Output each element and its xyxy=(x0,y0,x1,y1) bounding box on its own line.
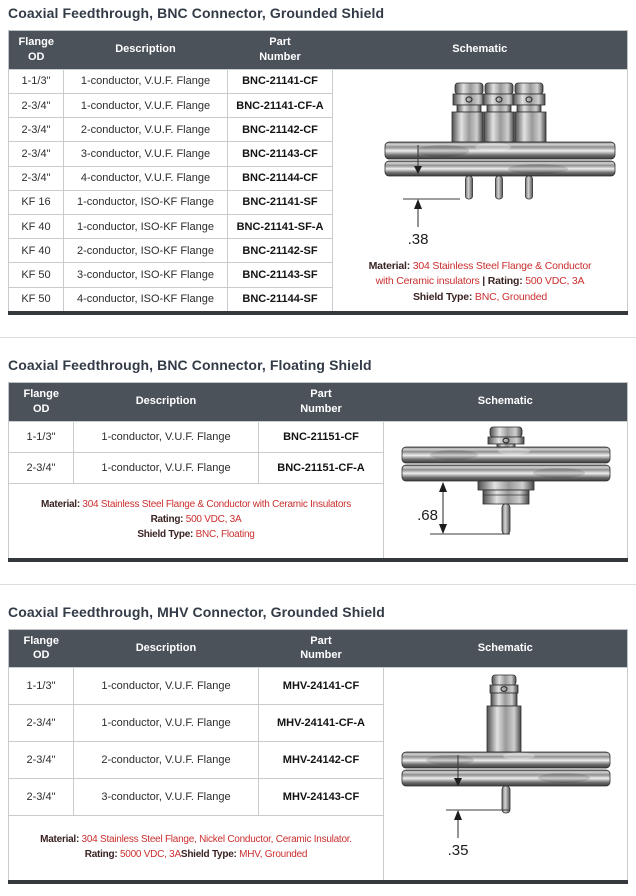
material-notes-cell xyxy=(9,816,384,883)
table-row xyxy=(9,421,628,452)
shield-type-line: Shield Type: BNC, Floating xyxy=(137,528,255,540)
material-notes-cell xyxy=(9,483,384,560)
part-number-cell: BNC-21141-CF-A xyxy=(228,93,333,117)
flange-od-cell: 2-3/4" xyxy=(9,705,74,742)
description-cell: 2-conductor, V.U.F. Flange xyxy=(74,742,259,779)
part-number-cell: BNC-21143-SF xyxy=(228,263,333,287)
part-number-cell: MHV-24142-CF xyxy=(259,742,384,779)
material-notes xyxy=(11,495,381,547)
table-header-row xyxy=(9,629,628,668)
dimension-value: .35 xyxy=(447,842,468,860)
table-header-row xyxy=(9,382,628,421)
schematic-panel xyxy=(333,70,627,311)
part-number-cell: BNC-21141-SF-A xyxy=(228,215,333,239)
bnc-connector xyxy=(488,427,524,447)
description-cell: 4-conductor, V.U.F. Flange xyxy=(64,166,228,190)
product-table-mhv-grounded xyxy=(8,629,628,885)
schematic-drawing-bnc-3-conductor xyxy=(333,79,627,257)
part-number-cell: BNC-21141-SF xyxy=(228,190,333,214)
description-cell: 1-conductor, V.U.F. Flange xyxy=(74,421,259,452)
schematic-panel xyxy=(384,422,627,548)
column-header-part-number: Part Number xyxy=(228,31,333,70)
material-notes xyxy=(367,257,594,311)
section-divider xyxy=(0,584,636,585)
column-header-schematic: Schematic xyxy=(333,31,628,70)
flange-od-cell: 1-1/3" xyxy=(9,421,74,452)
material-line: Material: 304 Stainless Steel Flange & Conductor xyxy=(368,259,592,272)
flange-od-cell: 1-1/3" xyxy=(9,69,64,93)
description-cell: 1-conductor, V.U.F. Flange xyxy=(74,668,259,705)
description-cell: 3-conductor, V.U.F. Flange xyxy=(74,779,259,816)
table-header-row xyxy=(9,31,628,70)
flange-od-cell: 2-3/4" xyxy=(9,779,74,816)
product-table-bnc-grounded xyxy=(8,30,628,315)
column-header-flange-od: Flange OD xyxy=(9,382,74,421)
flange-od-cell: 2-3/4" xyxy=(9,166,64,190)
part-number-cell: BNC-21143-CF xyxy=(228,142,333,166)
flange-od-cell: 2-3/4" xyxy=(9,742,74,779)
conductor-pins xyxy=(466,176,533,199)
column-header-flange-od: Flange OD xyxy=(9,629,74,668)
part-number-cell: BNC-21142-SF xyxy=(228,239,333,263)
description-cell: 2-conductor, V.U.F. Flange xyxy=(64,118,228,142)
column-header-part-number: Part Number xyxy=(259,629,384,668)
flange-od-cell: 2-3/4" xyxy=(9,118,64,142)
schematic-cell xyxy=(384,421,628,560)
rating-shield-line: Rating: 5000 VDC, 3AShield Type: MHV, Grounded xyxy=(84,848,308,860)
description-cell: 1-conductor, V.U.F. Flange xyxy=(74,705,259,742)
schematic-cell xyxy=(333,69,628,313)
column-header-description: Description xyxy=(74,382,259,421)
flange-od-cell: KF 50 xyxy=(9,287,64,313)
part-number-cell: BNC-21141-CF xyxy=(228,69,333,93)
cf-flange xyxy=(402,447,610,481)
section-title-mhv-grounded: Coaxial Feedthrough, MHV Connector, Grounded Shield xyxy=(8,603,385,620)
rating-line: with Ceramic insulators | Rating: 500 VDC, 3A xyxy=(375,275,585,288)
dimension-value: .38 xyxy=(407,230,429,248)
description-cell: 3-conductor, V.U.F. Flange xyxy=(64,142,228,166)
product-table-bnc-floating xyxy=(8,382,628,562)
flange-od-cell: 2-3/4" xyxy=(9,452,74,483)
flange-od-cell: 1-1/3" xyxy=(9,668,74,705)
description-cell: 1-conductor, ISO-KF Flange xyxy=(64,190,228,214)
schematic-panel xyxy=(384,668,627,868)
schematic-cell xyxy=(384,668,628,883)
dimension-annotation xyxy=(403,145,460,248)
flange-od-cell: KF 40 xyxy=(9,215,64,239)
rating-line: Rating: 500 VDC, 3A xyxy=(150,513,242,525)
column-header-flange-od: Flange OD xyxy=(9,31,64,70)
part-number-cell: BNC-21151-CF xyxy=(259,421,384,452)
part-number-cell: BNC-21144-CF xyxy=(228,166,333,190)
part-number-cell: BNC-21144-SF xyxy=(228,287,333,313)
flange-od-cell: KF 16 xyxy=(9,190,64,214)
floating-shield-body xyxy=(478,481,534,504)
flange-od-cell: 2-3/4" xyxy=(9,93,64,117)
flange-od-cell: KF 50 xyxy=(9,263,64,287)
part-number-cell: MHV-24141-CF xyxy=(259,668,384,705)
description-cell: 1-conductor, ISO-KF Flange xyxy=(64,215,228,239)
section-divider xyxy=(0,337,636,338)
material-line: Material: 304 Stainless Steel Flange & Conductor with Ceramic Insulators xyxy=(41,498,351,510)
description-cell: 1-conductor, V.U.F. Flange xyxy=(64,93,228,117)
conductor-pin xyxy=(502,504,510,534)
mhv-connector xyxy=(487,675,521,752)
material-notes xyxy=(11,830,381,867)
table-row xyxy=(9,668,628,705)
description-cell: 3-conductor, ISO-KF Flange xyxy=(64,263,228,287)
description-cell: 2-conductor, ISO-KF Flange xyxy=(64,239,228,263)
part-number-cell: BNC-21151-CF-A xyxy=(259,452,384,483)
section-title-bnc-floating: Coaxial Feedthrough, BNC Connector, Floating Shield xyxy=(8,356,372,373)
schematic-drawing-bnc-floating xyxy=(384,424,628,548)
column-header-schematic: Schematic xyxy=(384,382,628,421)
description-cell: 1-conductor, V.U.F. Flange xyxy=(74,452,259,483)
dimension-value: .68 xyxy=(416,506,438,524)
column-header-description: Description xyxy=(74,629,259,668)
column-header-schematic: Schematic xyxy=(384,629,628,668)
column-header-description: Description xyxy=(64,31,228,70)
cf-flange xyxy=(402,752,610,786)
shield-type-line: Shield Type: BNC, Grounded xyxy=(412,291,548,304)
bnc-connectors xyxy=(452,83,546,142)
column-header-part-number: Part Number xyxy=(259,382,384,421)
flange-od-cell: 2-3/4" xyxy=(9,142,64,166)
flange-od-cell: KF 40 xyxy=(9,239,64,263)
description-cell: 1-conductor, V.U.F. Flange xyxy=(64,69,228,93)
section-title-bnc-grounded: Coaxial Feedthrough, BNC Connector, Grounded Shield xyxy=(8,5,385,21)
material-line: Material: 304 Stainless Steel Flange, Nickel Conductor, Ceramic Insulator. xyxy=(40,833,352,845)
description-cell: 4-conductor, ISO-KF Flange xyxy=(64,287,228,313)
table-row xyxy=(9,69,628,93)
part-number-cell: MHV-24141-CF-A xyxy=(259,705,384,742)
schematic-drawing-mhv-grounded xyxy=(384,670,628,868)
part-number-cell: BNC-21142-CF xyxy=(228,118,333,142)
conductor-pin xyxy=(502,786,510,813)
part-number-cell: MHV-24143-CF xyxy=(259,779,384,816)
